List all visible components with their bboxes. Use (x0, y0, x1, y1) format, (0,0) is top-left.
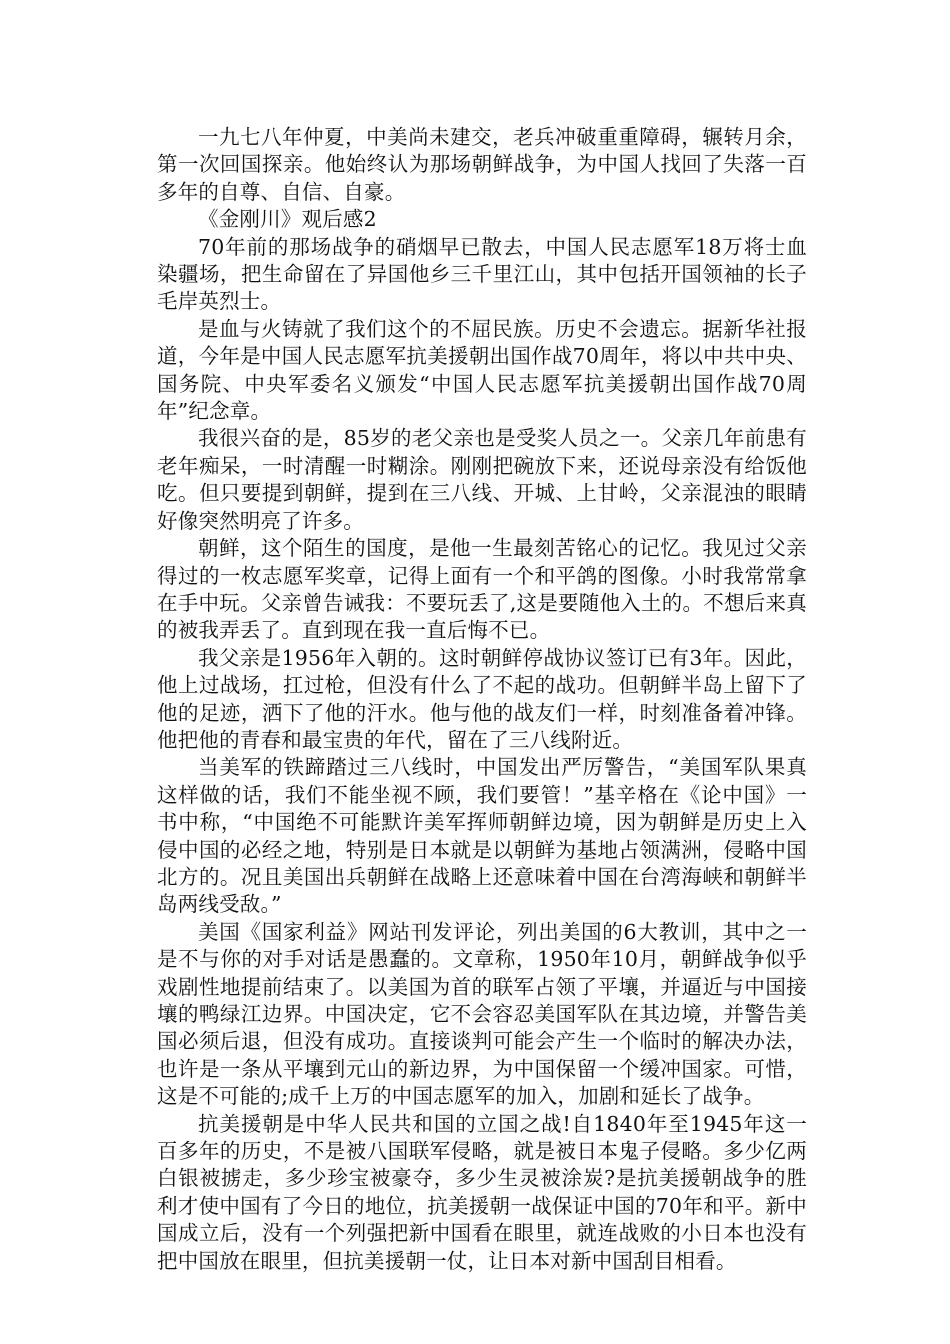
paragraph-8: 美国《国家利益》网站刊发评论，列出美国的6大教训，其中之一是不与你的对手对话是愚蠢的。文章称，1950年10月，朝鲜战争似乎戏剧性地提前结束了。以美国为首的联军占领了平壤，并逼近与中国接壤的鸭绿江边界。中国决定，它不会容忍美国军队在其边境，并警告美国必须后退，但没有成功。直接谈判可能会产生一个临时的解决办法，也许是一条从平壤到元山的新边界，为中国保留一个缓冲国家。可惜，这是不可能的;成千上万的中国志愿军的加入，加剧和延长了战争。 (157, 919, 807, 1109)
document-body (157, 124, 807, 1275)
section-title: 《金刚川》观后感2 (198, 207, 377, 232)
paragraph-6: 我父亲是1956年入朝的。这时朝鲜停战协议签订已有3年。因此，他上过战场，扛过枪，但没有什么了不起的战功。但朝鲜半岛上留下了他的足迹，洒下了他的汗水。他与他的战友们一样，时刻准备着冲锋。他把他的青春和最宝贵的年代，留在了三八线附近。 (157, 645, 807, 752)
paragraph-9: 抗美援朝是中华人民共和国的立国之战!自1840年至1945年这一百多年的历史，不是被八国联军侵略，就是被日本鬼子侵略。多少亿两白银被掳走，多少珍宝被豪夺，多少生灵被涂炭?是抗美援朝战争的胜利才使中国有了今日的地位，抗美援朝一战保证中国的70年和平。新中国成立后，没有一个列强把新中国看在眼里，就连战败的小日本也没有把中国放在眼里，但抗美援朝一仗，让日本对新中国刮目相看。 (157, 1111, 807, 1273)
paragraph-1: 一九七八年仲夏，中美尚未建交，老兵冲破重重障碍，辗转月余，第一次回国探亲。他始终认为那场朝鲜战争，为中国人找回了失落一百多年的自尊、自信、自豪。 (157, 125, 807, 204)
paragraph-7: 当美军的铁蹄踏过三八线时，中国发出严厉警告，“美国军队果真这样做的话，我们不能坐视不顾，我们要管！”基辛格在《论中国》一书中称，“中国绝不可能默许美军挥师朝鲜边境，因为朝鲜是历史上入侵中国的必经之地，特别是日本就是以朝鲜为基地占领满洲，侵略中国北方的。况且美国出兵朝鲜在战略上还意味着中国在台湾海峡和朝鲜半岛两线受敌。” (157, 755, 807, 917)
paragraph-3: 是血与火铸就了我们这个的不屈民族。历史不会遗忘。据新华社报道，今年是中国人民志愿军抗美援朝出国作战70周年，将以中共中央、国务院、中央军委名义颁发“中国人民志愿军抗美援朝出国作战70周年”纪念章。 (157, 316, 807, 424)
paragraph-5: 朝鲜，这个陌生的国度，是他一生最刻苦铭心的记忆。我见过父亲得过的一枚志愿军奖章，记得上面有一个和平鸽的图像。小时我常常拿在手中玩。父亲曾告诫我：不要玩丢了,这是要随他入土的。不想后来真的被我弄丢了。直到现在我一直后悔不已。 (157, 536, 807, 643)
paragraph-4: 我很兴奋的是，85岁的老父亲也是受奖人员之一。父亲几年前患有老年痴呆，一时清醒一时糊涂。刚刚把碗放下来，还说母亲没有给饭他吃。但只要提到朝鲜，提到在三八线、开城、上甘岭，父亲混浊的眼睛好像突然明亮了许多。 (157, 426, 807, 533)
paragraph-2: 70年前的那场战争的硝烟早已散去，中国人民志愿军18万将士血染疆场，把生命留在了异国他乡三千里江山，其中包括开国领袖的长子毛岸英烈士。 (157, 234, 807, 314)
